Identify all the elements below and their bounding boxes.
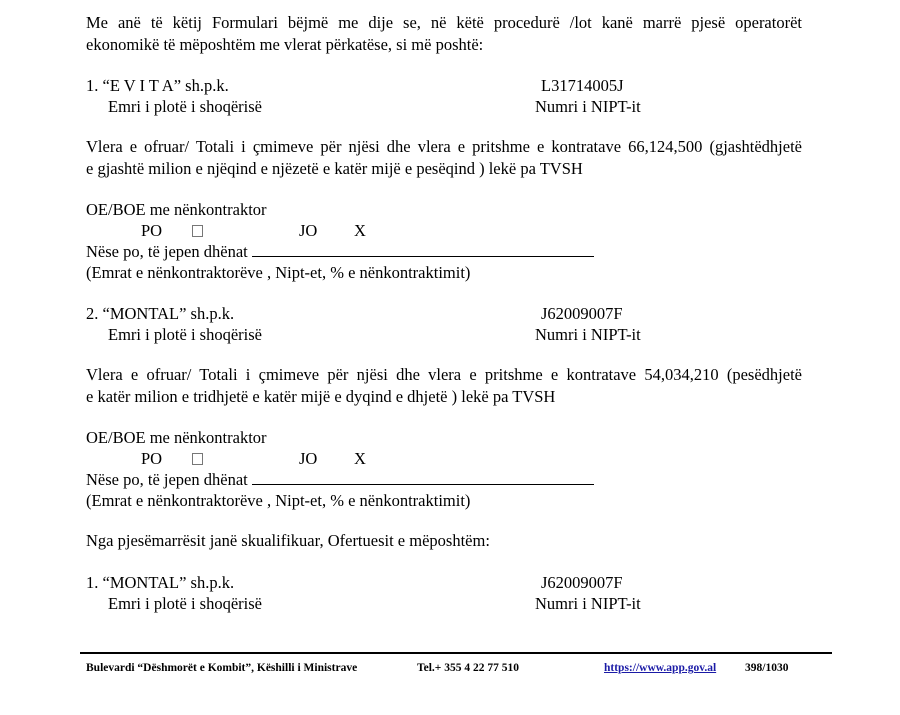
- offer-1-value-line-2: e gjashtë milion e njëqind e njëzetë e katër mijë e pesëqind ) lekë pa TVSH: [86, 159, 583, 178]
- offer-1-details-blank: [252, 242, 594, 257]
- offer-1-value-line-1: Vlera e ofruar/ Totali i çmimeve për njësi dhe vlera e pritshme e kontratave 66,124,500 (gjashtëdhjetë: [86, 137, 802, 156]
- offer-2-value-line-2: e katër milion e tridhjetë e katër mijë e dyqind e dhjetë ) lekë pa TVSH: [86, 387, 556, 406]
- offer-2-company-caption: Emri i plotë i shoqërisë: [108, 325, 262, 344]
- footer-page-number: 398/1030: [745, 662, 789, 674]
- footer-divider: [80, 652, 832, 654]
- offer-1-details-row: [86, 242, 594, 262]
- intro-line-2: ekonomikë të mëposhtëm me vlerat përkatëse, si më poshtë:: [86, 35, 484, 54]
- offer-2-jo-label: JO: [299, 449, 318, 468]
- offer-1-company: 1. “E V I T A” sh.p.k.: [86, 76, 229, 95]
- footer-link-wrap: [604, 662, 716, 674]
- offer-1-jo-label: JO: [299, 221, 318, 240]
- offer-2-details-row: [86, 470, 594, 490]
- offer-2-nipt-caption: Numri i NIPT-it: [535, 325, 641, 344]
- offer-2-details-caption: (Emrat e nënkontraktorëve , Nipt-et, % e nënkontraktimit): [86, 491, 471, 510]
- offer-1-nipt-caption: Numri i NIPT-it: [535, 97, 641, 116]
- intro-line-1: Me anë të këtij Formulari bëjmë me dije se, në këtë procedurë /lot kanë marrë pjesë operatorët: [86, 13, 802, 32]
- disqualified-nipt-caption: Numri i NIPT-it: [535, 594, 641, 613]
- offer-2-details-blank: [252, 470, 594, 485]
- offer-2-po-checkbox[interactable]: [192, 453, 203, 465]
- disqualified-nipt: J62009007F: [541, 573, 623, 592]
- offer-1-details-caption: (Emrat e nënkontraktorëve , Nipt-et, % e nënkontraktimit): [86, 263, 471, 282]
- offer-1-nipt: L31714005J: [541, 76, 624, 95]
- offer-2-po-label: PO: [141, 449, 163, 468]
- offer-1-po-label: PO: [141, 221, 163, 240]
- disqualified-company-caption: Emri i plotë i shoqërisë: [108, 594, 262, 613]
- offer-1-company-caption: Emri i plotë i shoqërisë: [108, 97, 262, 116]
- offer-1-subcontract-label: OE/BOE me nënkontraktor: [86, 200, 267, 219]
- offer-2-company: 2. “MONTAL” sh.p.k.: [86, 304, 235, 323]
- offer-1-details-label: Nëse po, të jepen dhënat: [86, 242, 248, 261]
- offer-1-jo-mark: X: [354, 221, 366, 240]
- offer-2-subcontract-label: OE/BOE me nënkontraktor: [86, 428, 267, 447]
- offer-2-jo-mark: X: [354, 449, 366, 468]
- offer-2-details-label: Nëse po, të jepen dhënat: [86, 470, 248, 489]
- footer-phone: Tel.+ 355 4 22 77 510: [417, 662, 519, 674]
- offer-2-value-line-1: Vlera e ofruar/ Totali i çmimeve për njësi dhe vlera e pritshme e kontratave 54,034,210 (pesëdhjetë: [86, 365, 802, 384]
- disqualified-intro: Nga pjesëmarrësit janë skualifikuar, Ofertuesit e mëposhtëm:: [86, 531, 490, 550]
- footer-address: Bulevardi “Dëshmorët e Kombit”, Këshilli i Ministrave: [86, 662, 358, 674]
- offer-1-po-checkbox[interactable]: [192, 225, 203, 237]
- offer-2-nipt: J62009007F: [541, 304, 623, 323]
- footer-website-link[interactable]: https://www.app.gov.al: [604, 662, 717, 674]
- disqualified-company: 1. “MONTAL” sh.p.k.: [86, 573, 235, 592]
